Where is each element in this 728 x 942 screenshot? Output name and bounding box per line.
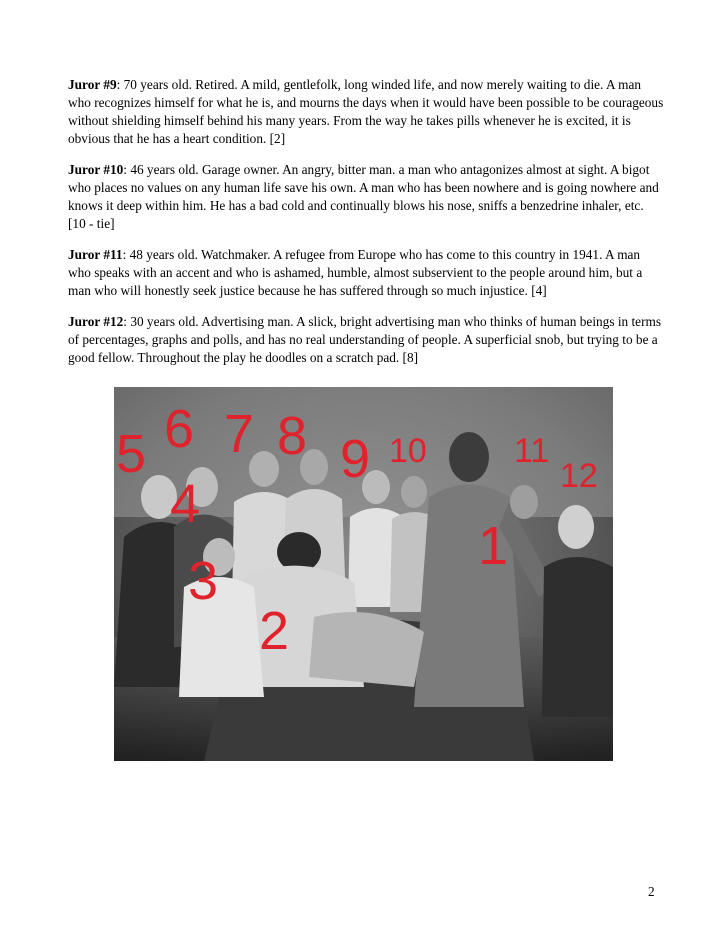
juror-number-6: 6 [164,399,195,459]
juror-11-label: Juror #11 [68,247,123,262]
juror-number-8: 8 [277,406,308,466]
juror-12-text: : 30 years old. Advertising man. A slick, bright advertising man who thinks of human beings in terms of percentages, graphs and polls, and has no real understanding of people. A superficial snob, but trying to be a good fellow. Throughout the play he doodles on a scratch pad. [8] [68,314,662,365]
juror-9-text: : 70 years old. Retired. A mild, gentlefolk, long winded life, and now merely waiting to die. A man who recognizes himself for what he is, and mourns the days when it would have been possible to be courageous without shielding himself behind his many years. From the way he takes pills whenever he is excited, it is obvious that he has a heart condition. [2] [68,77,664,146]
juror-number-11: 11 [514,432,550,470]
juror-number-10: 10 [389,432,427,470]
juror-11-text: : 48 years old. Watchmaker. A refugee from Europe who has come to this country in 1941. A man who speaks with an accent and who is ashamed, humble, almost subservient to the people around him, but a man who will honestly seek justice because he has suffered through so much injustice. [4] [68,247,643,298]
jury-photo [114,387,613,761]
juror-number-2: 2 [259,601,290,661]
juror-number-3: 3 [188,551,219,611]
juror-number-1: 1 [478,516,509,576]
juror-10-label: Juror #10 [68,162,124,177]
page-number: 2 [648,884,655,899]
juror-9-label: Juror #9 [68,77,117,92]
juror-descriptions [68,76,664,380]
juror-number-4: 4 [170,474,201,534]
jury-photo-illustration [114,387,613,761]
juror-number-7: 7 [224,404,255,464]
juror-10-text: : 46 years old. Garage owner. An angry, bitter man. a man who antagonizes almost at sight. A bigot who places no values on any human life save his own. A man who has been nowhere and is going nowhere and knows it deep within him. He has a bad cold and continually blows his nose, sniffs a benzedrine inhaler, etc. [10 - tie] [68,162,659,231]
juror-number-12: 12 [560,457,598,495]
juror-12-label: Juror #12 [68,314,124,329]
juror-9-paragraph [68,76,664,148]
juror-12-paragraph [68,313,664,367]
juror-number-5: 5 [116,424,147,484]
juror-10-paragraph [68,161,664,233]
juror-11-paragraph [68,246,664,300]
juror-number-9: 9 [340,429,371,489]
